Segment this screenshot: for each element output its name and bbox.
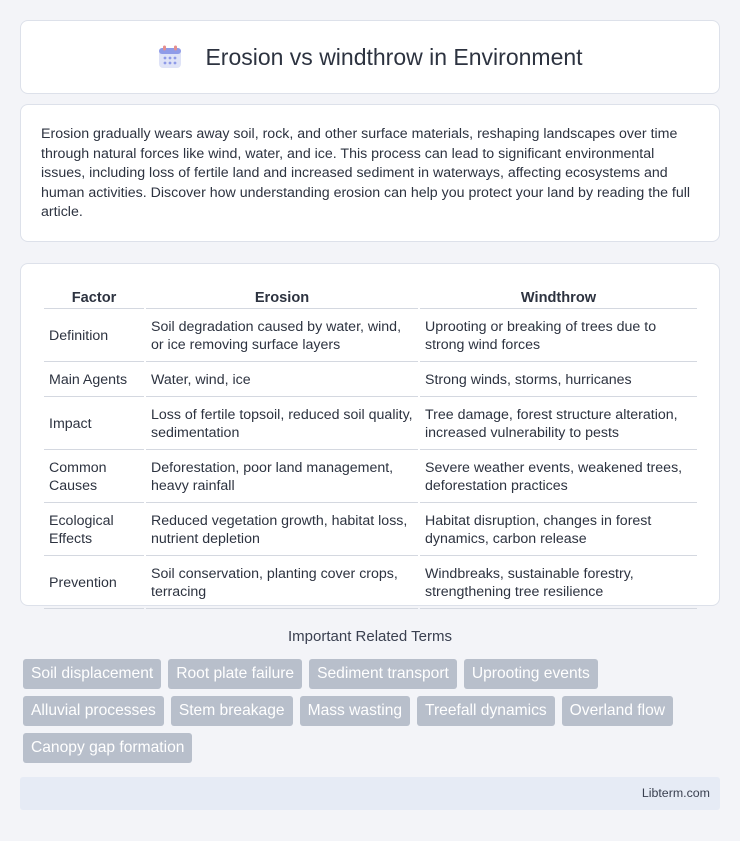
table-cell-windthrow: Severe weather events, weakened trees, deforestation practices [420,452,697,503]
table-cell-factor: Common Causes [44,452,144,503]
table-cell-erosion: Loss of fertile topsoil, reduced soil quality, sedimentation [146,399,418,450]
table-cell-erosion: Soil degradation caused by water, wind, or ice removing surface layers [146,311,418,362]
page-title: Erosion vs windthrow in Environment [205,43,583,70]
comparison-table [42,282,699,611]
table-cell-factor: Main Agents [44,364,144,397]
column-header-windthrow: Windthrow [420,284,697,309]
term-tag[interactable]: Sediment transport [309,659,457,689]
table-header-row [44,284,697,309]
table-cell-windthrow: Strong winds, storms, hurricanes [420,364,697,397]
table-row [44,311,697,362]
table-row [44,452,697,503]
intro-text: Erosion gradually wears away soil, rock, and other surface materials, reshaping landscapes over time through natural forces like wind, water, and ice. This process can lead to significant environmental issues, including loss of fertile land and increased sediment in waterways, affecting ecosystems and human activities. Discover how understanding erosion can help you protect your land by reading the full article. [41,126,691,221]
table-cell-factor: Definition [44,311,144,362]
table-cell-erosion: Deforestation, poor land management, heavy rainfall [146,452,418,503]
footer [20,777,720,810]
related-terms-title: Important Related Terms [288,628,452,645]
page-header [20,20,720,94]
column-header-factor: Factor [44,284,144,309]
term-tag[interactable]: Canopy gap formation [23,733,192,763]
term-tag[interactable]: Treefall dynamics [417,696,555,726]
term-tag[interactable]: Stem breakage [171,696,293,726]
intro-card [20,104,720,242]
footer-site-link[interactable]: Libterm.com [641,786,710,800]
table-row [44,364,697,397]
term-tag[interactable]: Alluvial processes [23,696,164,726]
term-tag[interactable]: Uprooting events [464,659,598,689]
table-cell-factor: Impact [44,399,144,450]
column-header-erosion: Erosion [146,284,418,309]
term-tag[interactable]: Soil displacement [23,659,161,689]
term-tag[interactable]: Mass wasting [300,696,410,726]
table-cell-erosion: Soil conservation, planting cover crops, terracing [146,558,418,609]
table-cell-factor: Ecological Effects [44,505,144,556]
table-cell-erosion: Water, wind, ice [146,364,418,397]
table-row [44,505,697,556]
calendar-icon [157,44,183,70]
term-tag[interactable]: Root plate failure [168,659,302,689]
table-cell-windthrow: Uprooting or breaking of trees due to strong wind forces [420,311,697,362]
table-cell-windthrow: Habitat disruption, changes in forest dynamics, carbon release [420,505,697,556]
table-cell-erosion: Reduced vegetation growth, habitat loss, nutrient depletion [146,505,418,556]
table-cell-windthrow: Tree damage, forest structure alteration, increased vulnerability to pests [420,399,697,450]
related-terms-list [23,659,723,763]
table-cell-factor: Prevention [44,558,144,609]
table-cell-windthrow: Windbreaks, sustainable forestry, strengthening tree resilience [420,558,697,609]
comparison-card [20,263,720,606]
table-row [44,558,697,609]
term-tag[interactable]: Overland flow [562,696,673,726]
table-row [44,399,697,450]
